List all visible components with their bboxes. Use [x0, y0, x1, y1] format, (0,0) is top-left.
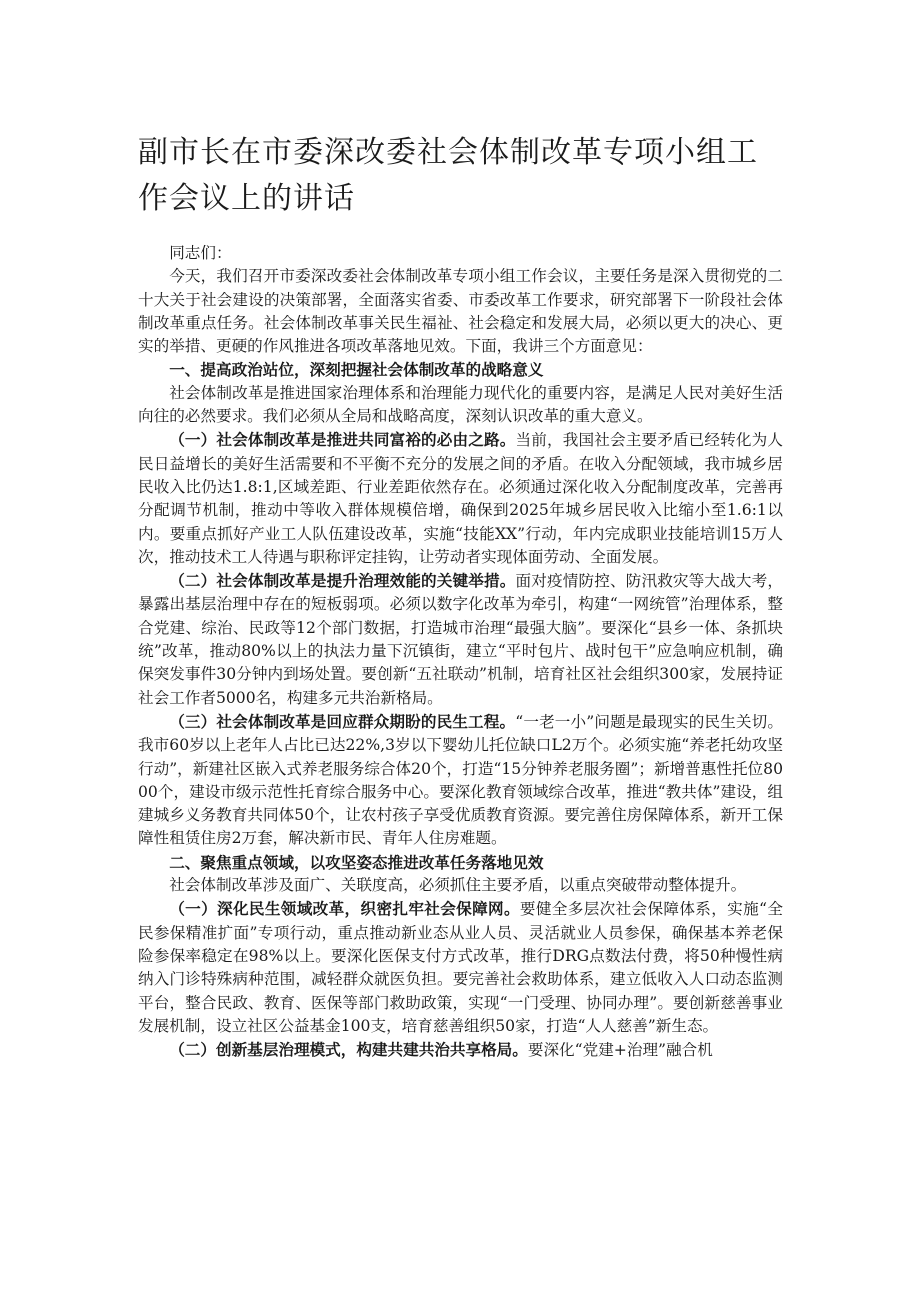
section-2-lead: 社会体制改革涉及面广、关联度高，必须抓住主要矛盾，以重点突破带动整体提升。: [169, 876, 747, 895]
item-body: 面对疫情防控、防汛救灾等大战大考，暴露出基层治理中存在的短板弱项。必须以数字化改革为牵引，构建“一网统管”治理体系，整合党建、综治、民政等12个部门数据，打造城市治理“最强大脑”。要深化“县乡一体、条抓块统”改革，推动80%以上的执法力量下沉镇街，建立“平时包片、战时包干”应急响应机制，确保突发事件30分钟内到场处置。要创新“五社联动”机制，培育社区社会组织300家，发展持证社会工作者5000名，构建多元共治新格局。: [138, 572, 783, 707]
section-2-item-1: [138, 897, 783, 1038]
item-body: 要健全多层次社会保障体系，实施“全民参保精准扩面”专项行动，重点推动新业态从业人员、灵活就业人员参保，确保基本养老保险参保率稳定在98%以上。要深化医保支付方式改革，推行DRG点数法付费，将50种慢性病纳入门诊特殊病种范围，减轻群众就医负担。要完善社会救助体系，建立低收入人口动态监测平台，整合民政、教育、医保等部门救助政策，实现“一门受理、协同办理”。要创新慈善事业发展机制，设立社区公益基金100支，培育慈善组织50家，打造“人人慈善”新生态。: [138, 900, 783, 1035]
item-body: “一老一小”问题是最现实的民生关切。我市60岁以上老年人占比已达22%,3岁以下婴幼儿托位缺口L2万个。必须实施“养老托幼攻坚行动”，新建社区嵌入式养老服务综合体20个，打造“15分钟养老服务圈”；新增普惠性托位8000个，建设市级示范性托育综合服务中心。要深化教育领域综合改革，推进“教共体”建设，组建城乡义务教育共同体50个，让农村孩子享受优质教育资源。要完善住房保障体系，新开工保障性租赁住房2万套，解决新市民、青年人住房难题。: [138, 712, 783, 848]
item-title: （一）社会体制改革是推进共同富裕的必由之路。: [169, 430, 516, 450]
section-1-item-3: [138, 710, 783, 851]
salutation: 同志们：: [169, 244, 232, 262]
section-1-item-1: [138, 428, 783, 569]
document-page: [138, 130, 783, 1062]
section-2-item-2: [138, 1038, 783, 1062]
item-title: （一）深化民生领域改革，织密扎牢社会保障网。: [169, 899, 520, 919]
section-1-item-2: [138, 569, 783, 710]
document-title: 副市长在市委深改委社会体制改革专项小组工作会议上的讲话: [138, 135, 758, 216]
section-1-lead: 社会体制改革是推进国家治理体系和治理能力现代化的重要内容，是满足人民对美好生活向往的必然要求。我们必须从全局和战略高度，深刻认识改革的重大意义。: [138, 383, 783, 426]
section-2-heading: 二、聚焦重点领域，以攻坚姿态推进改革任务落地见效: [169, 852, 544, 872]
item-title: （三）社会体制改革是回应群众期盼的民生工程。: [169, 711, 516, 731]
item-body: 当前，我国社会主要矛盾已经转化为人民日益增长的美好生活需要和不平衡不充分的发展之间的矛盾。在收入分配领域，我市城乡居民收入比仍达1.8:1,区域差距、行业差距依然存在。必须通过深化收入分配制度改革，完善再分配调节机制，推动中等收入群体规模倍增，确保到2025年城乡居民收入比缩小至1.6:1以内。要重点抓好产业工人队伍建设改革，实施“技能XX”行动，年内完成职业技能培训15万人次，推动技术工人待遇与职称评定挂钩，让劳动者实现体面劳动、全面发展。: [138, 431, 783, 566]
item-body: 要深化“党建+治理”融合机: [527, 1041, 713, 1060]
item-title: （二）社会体制改革是提升治理效能的关键举措。: [169, 571, 516, 591]
section-1-heading: 一、提高政治站位，深刻把握社会体制改革的战略意义: [169, 360, 544, 380]
intro-paragraph: 今天，我们召开市委深改委社会体制改革专项小组工作会议，主要任务是深入贯彻党的二十大关于社会建设的决策部署，全面落实省委、市委改革工作要求，研究部署下一阶段社会体制改革重点任务。社会体制改革事关民生福祉、社会稳定和发展大局，必须以更大的决心、更实的举措、更硬的作风推进各项改革落地见效。下面，我讲三个方面意见：: [138, 267, 783, 356]
item-title: （二）创新基层治理模式，构建共建共治共享格局。: [169, 1040, 528, 1060]
